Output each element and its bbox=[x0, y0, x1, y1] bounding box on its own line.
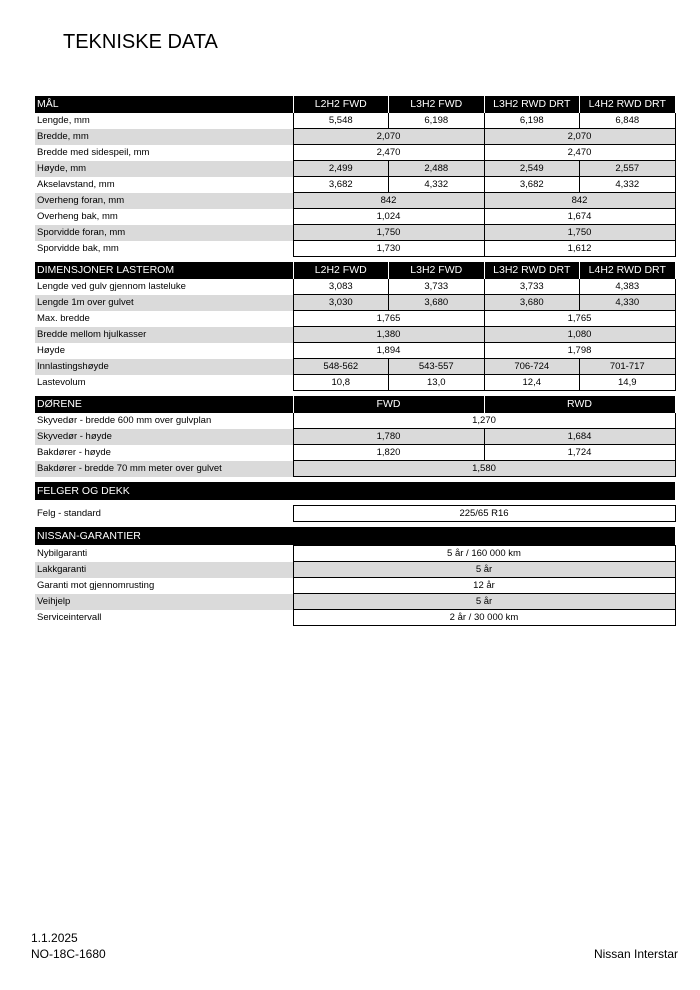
cell-value-rwd: 2,070 bbox=[484, 129, 675, 145]
table-row bbox=[35, 327, 675, 343]
cell-value: 3,733 bbox=[484, 279, 580, 295]
cell-value: 10,8 bbox=[293, 375, 389, 391]
page-title: TEKNISKE DATA bbox=[63, 31, 218, 53]
row-label: Lengde 1m over gulvet bbox=[35, 295, 293, 311]
cell-value-all: 225/65 R16 bbox=[293, 506, 675, 522]
column-header: L3H2 FWD bbox=[389, 262, 485, 279]
cell-value: 543-557 bbox=[389, 359, 485, 375]
cell-value-all: 1,270 bbox=[293, 413, 675, 429]
cell-value: 14,9 bbox=[580, 375, 676, 391]
cell-value-rwd: 1,750 bbox=[484, 225, 675, 241]
cell-value: 2,549 bbox=[484, 161, 580, 177]
column-header: FWD bbox=[293, 396, 484, 413]
cell-value-fwd: 2,470 bbox=[293, 145, 484, 161]
cell-value-all: 5 år bbox=[293, 562, 675, 578]
cell-value-fwd: 1,730 bbox=[293, 241, 484, 257]
row-label: Lengde, mm bbox=[37, 115, 90, 126]
table-row bbox=[35, 562, 675, 578]
cell-value-all: 12 år bbox=[293, 578, 675, 594]
cell-value-fwd: 2,070 bbox=[293, 129, 484, 145]
table-row bbox=[35, 279, 675, 295]
row-label: Sporvidde foran, mm bbox=[35, 225, 293, 241]
table-row bbox=[35, 129, 675, 145]
cell-value: 701-717 bbox=[580, 359, 676, 375]
cell-value-rwd: 1,612 bbox=[484, 241, 675, 257]
column-header: L4H2 RWD DRT bbox=[580, 96, 676, 113]
cell-value: 6,198 bbox=[484, 113, 580, 129]
cell-value: 2,499 bbox=[293, 161, 389, 177]
footer-code: NO-18C-1680 bbox=[31, 947, 106, 961]
table-row bbox=[35, 413, 675, 429]
column-header: L4H2 RWD DRT bbox=[580, 262, 676, 279]
table-row bbox=[35, 578, 675, 594]
table-row bbox=[35, 594, 675, 610]
cell-value: 4,383 bbox=[580, 279, 676, 295]
row-label: Bredde mellom hjulkasser bbox=[35, 327, 293, 343]
cell-value-rwd: 1,674 bbox=[484, 209, 675, 225]
row-label: Nybilgaranti bbox=[37, 548, 88, 559]
cell-value-rwd: 842 bbox=[484, 193, 675, 209]
table-row bbox=[35, 506, 675, 522]
section-header-lasterom bbox=[35, 262, 675, 279]
row-label: Høyde, mm bbox=[35, 161, 293, 177]
footer-date: 1.1.2025 bbox=[31, 931, 78, 945]
cell-value: 2,488 bbox=[389, 161, 485, 177]
row-label: Skyvedør - bredde 600 mm over gulvplan bbox=[37, 415, 212, 426]
cell-value: 13,0 bbox=[389, 375, 485, 391]
row-label: Overheng bak, mm bbox=[37, 211, 118, 222]
section-title: MÅL bbox=[35, 96, 293, 113]
table-row bbox=[35, 161, 675, 177]
table-row bbox=[35, 209, 675, 225]
cell-value-fwd: 1,894 bbox=[293, 343, 484, 359]
cell-value: 3,083 bbox=[293, 279, 389, 295]
cell-value-all: 5 år bbox=[293, 594, 675, 610]
row-label: Felg - standard bbox=[37, 508, 101, 519]
section-header-garantier bbox=[35, 527, 675, 546]
cell-value: 548-562 bbox=[293, 359, 389, 375]
row-label: Lakkgaranti bbox=[35, 562, 293, 578]
table-row bbox=[35, 375, 675, 391]
cell-value: 4,332 bbox=[580, 177, 676, 193]
cell-value: 4,332 bbox=[389, 177, 485, 193]
row-label: Lengde ved gulv gjennom lasteluke bbox=[37, 281, 186, 292]
row-label: Sporvidde bak, mm bbox=[37, 243, 119, 254]
cell-value-fwd: 1,780 bbox=[293, 429, 484, 445]
column-header: RWD bbox=[484, 396, 675, 413]
cell-value-fwd: 1,765 bbox=[293, 311, 484, 327]
row-label: Overheng foran, mm bbox=[35, 193, 293, 209]
table-row bbox=[35, 145, 675, 161]
cell-value: 12,4 bbox=[484, 375, 580, 391]
section-header-mal bbox=[35, 96, 675, 113]
row-label: Høyde bbox=[37, 345, 65, 356]
cell-value-rwd: 1,765 bbox=[484, 311, 675, 327]
row-label: Serviceintervall bbox=[37, 612, 102, 623]
column-header: L2H2 FWD bbox=[293, 96, 389, 113]
column-header: L2H2 FWD bbox=[293, 262, 389, 279]
cell-value: 4,330 bbox=[580, 295, 676, 311]
cell-value: 2,557 bbox=[580, 161, 676, 177]
table-row bbox=[35, 429, 675, 445]
row-label: Skyvedør - høyde bbox=[35, 429, 293, 445]
cell-value-rwd: 2,470 bbox=[484, 145, 675, 161]
table-row bbox=[35, 241, 675, 257]
cell-value: 3,682 bbox=[293, 177, 389, 193]
table-row bbox=[35, 461, 675, 477]
row-label: Akselavstand, mm bbox=[37, 179, 115, 190]
table-row bbox=[35, 359, 675, 375]
table-row bbox=[35, 546, 675, 562]
table-row bbox=[35, 177, 675, 193]
cell-value: 706-724 bbox=[484, 359, 580, 375]
cell-value-all: 1,580 bbox=[293, 461, 675, 477]
cell-value: 3,733 bbox=[389, 279, 485, 295]
row-label: Bredde med sidespeil, mm bbox=[37, 147, 150, 158]
cell-value: 3,680 bbox=[389, 295, 485, 311]
cell-value: 5,548 bbox=[293, 113, 389, 129]
cell-value: 6,848 bbox=[580, 113, 676, 129]
cell-value-rwd: 1,080 bbox=[484, 327, 675, 343]
table-row bbox=[35, 445, 675, 461]
row-label: Innlastingshøyde bbox=[35, 359, 293, 375]
row-label: Veihjelp bbox=[35, 594, 293, 610]
row-label: Bakdører - bredde 70 mm meter over gulvet bbox=[35, 461, 293, 477]
cell-value: 3,682 bbox=[484, 177, 580, 193]
table-row bbox=[35, 225, 675, 241]
row-label: Bakdører - høyde bbox=[37, 447, 111, 458]
column-header: L3H2 RWD DRT bbox=[484, 96, 580, 113]
footer-meta bbox=[31, 930, 106, 962]
cell-value-all: 5 år / 160 000 km bbox=[293, 546, 675, 562]
section-title: NISSAN-GARANTIER bbox=[35, 527, 675, 546]
row-label: Max. bredde bbox=[37, 313, 90, 324]
cell-value-fwd: 1,380 bbox=[293, 327, 484, 343]
table-row bbox=[35, 610, 675, 626]
table-row bbox=[35, 113, 675, 129]
cell-value-fwd: 1,820 bbox=[293, 445, 484, 461]
column-header: L3H2 RWD DRT bbox=[484, 262, 580, 279]
cell-value: 6,198 bbox=[389, 113, 485, 129]
spec-table bbox=[35, 96, 676, 626]
column-header: L3H2 FWD bbox=[389, 96, 485, 113]
cell-value-rwd: 1,684 bbox=[484, 429, 675, 445]
table-row bbox=[35, 343, 675, 359]
section-title: DØRENE bbox=[35, 396, 293, 413]
cell-value-rwd: 1,798 bbox=[484, 343, 675, 359]
section-title: DIMENSJONER LASTEROM bbox=[35, 262, 293, 279]
cell-value: 3,680 bbox=[484, 295, 580, 311]
table-row bbox=[35, 295, 675, 311]
cell-value-all: 2 år / 30 000 km bbox=[293, 610, 675, 626]
section-header-felger bbox=[35, 482, 675, 500]
cell-value-fwd: 842 bbox=[293, 193, 484, 209]
table-row bbox=[35, 193, 675, 209]
cell-value-fwd: 1,750 bbox=[293, 225, 484, 241]
cell-value: 3,030 bbox=[293, 295, 389, 311]
section-header-dorene bbox=[35, 396, 675, 413]
cell-value-rwd: 1,724 bbox=[484, 445, 675, 461]
row-label: Lastevolum bbox=[37, 377, 86, 388]
table-row bbox=[35, 311, 675, 327]
cell-value-fwd: 1,024 bbox=[293, 209, 484, 225]
row-label: Bredde, mm bbox=[35, 129, 293, 145]
section-title: FELGER OG DEKK bbox=[35, 482, 675, 500]
footer-brand: Nissan Interstar bbox=[593, 947, 678, 961]
row-label: Garanti mot gjennomrusting bbox=[37, 580, 155, 591]
